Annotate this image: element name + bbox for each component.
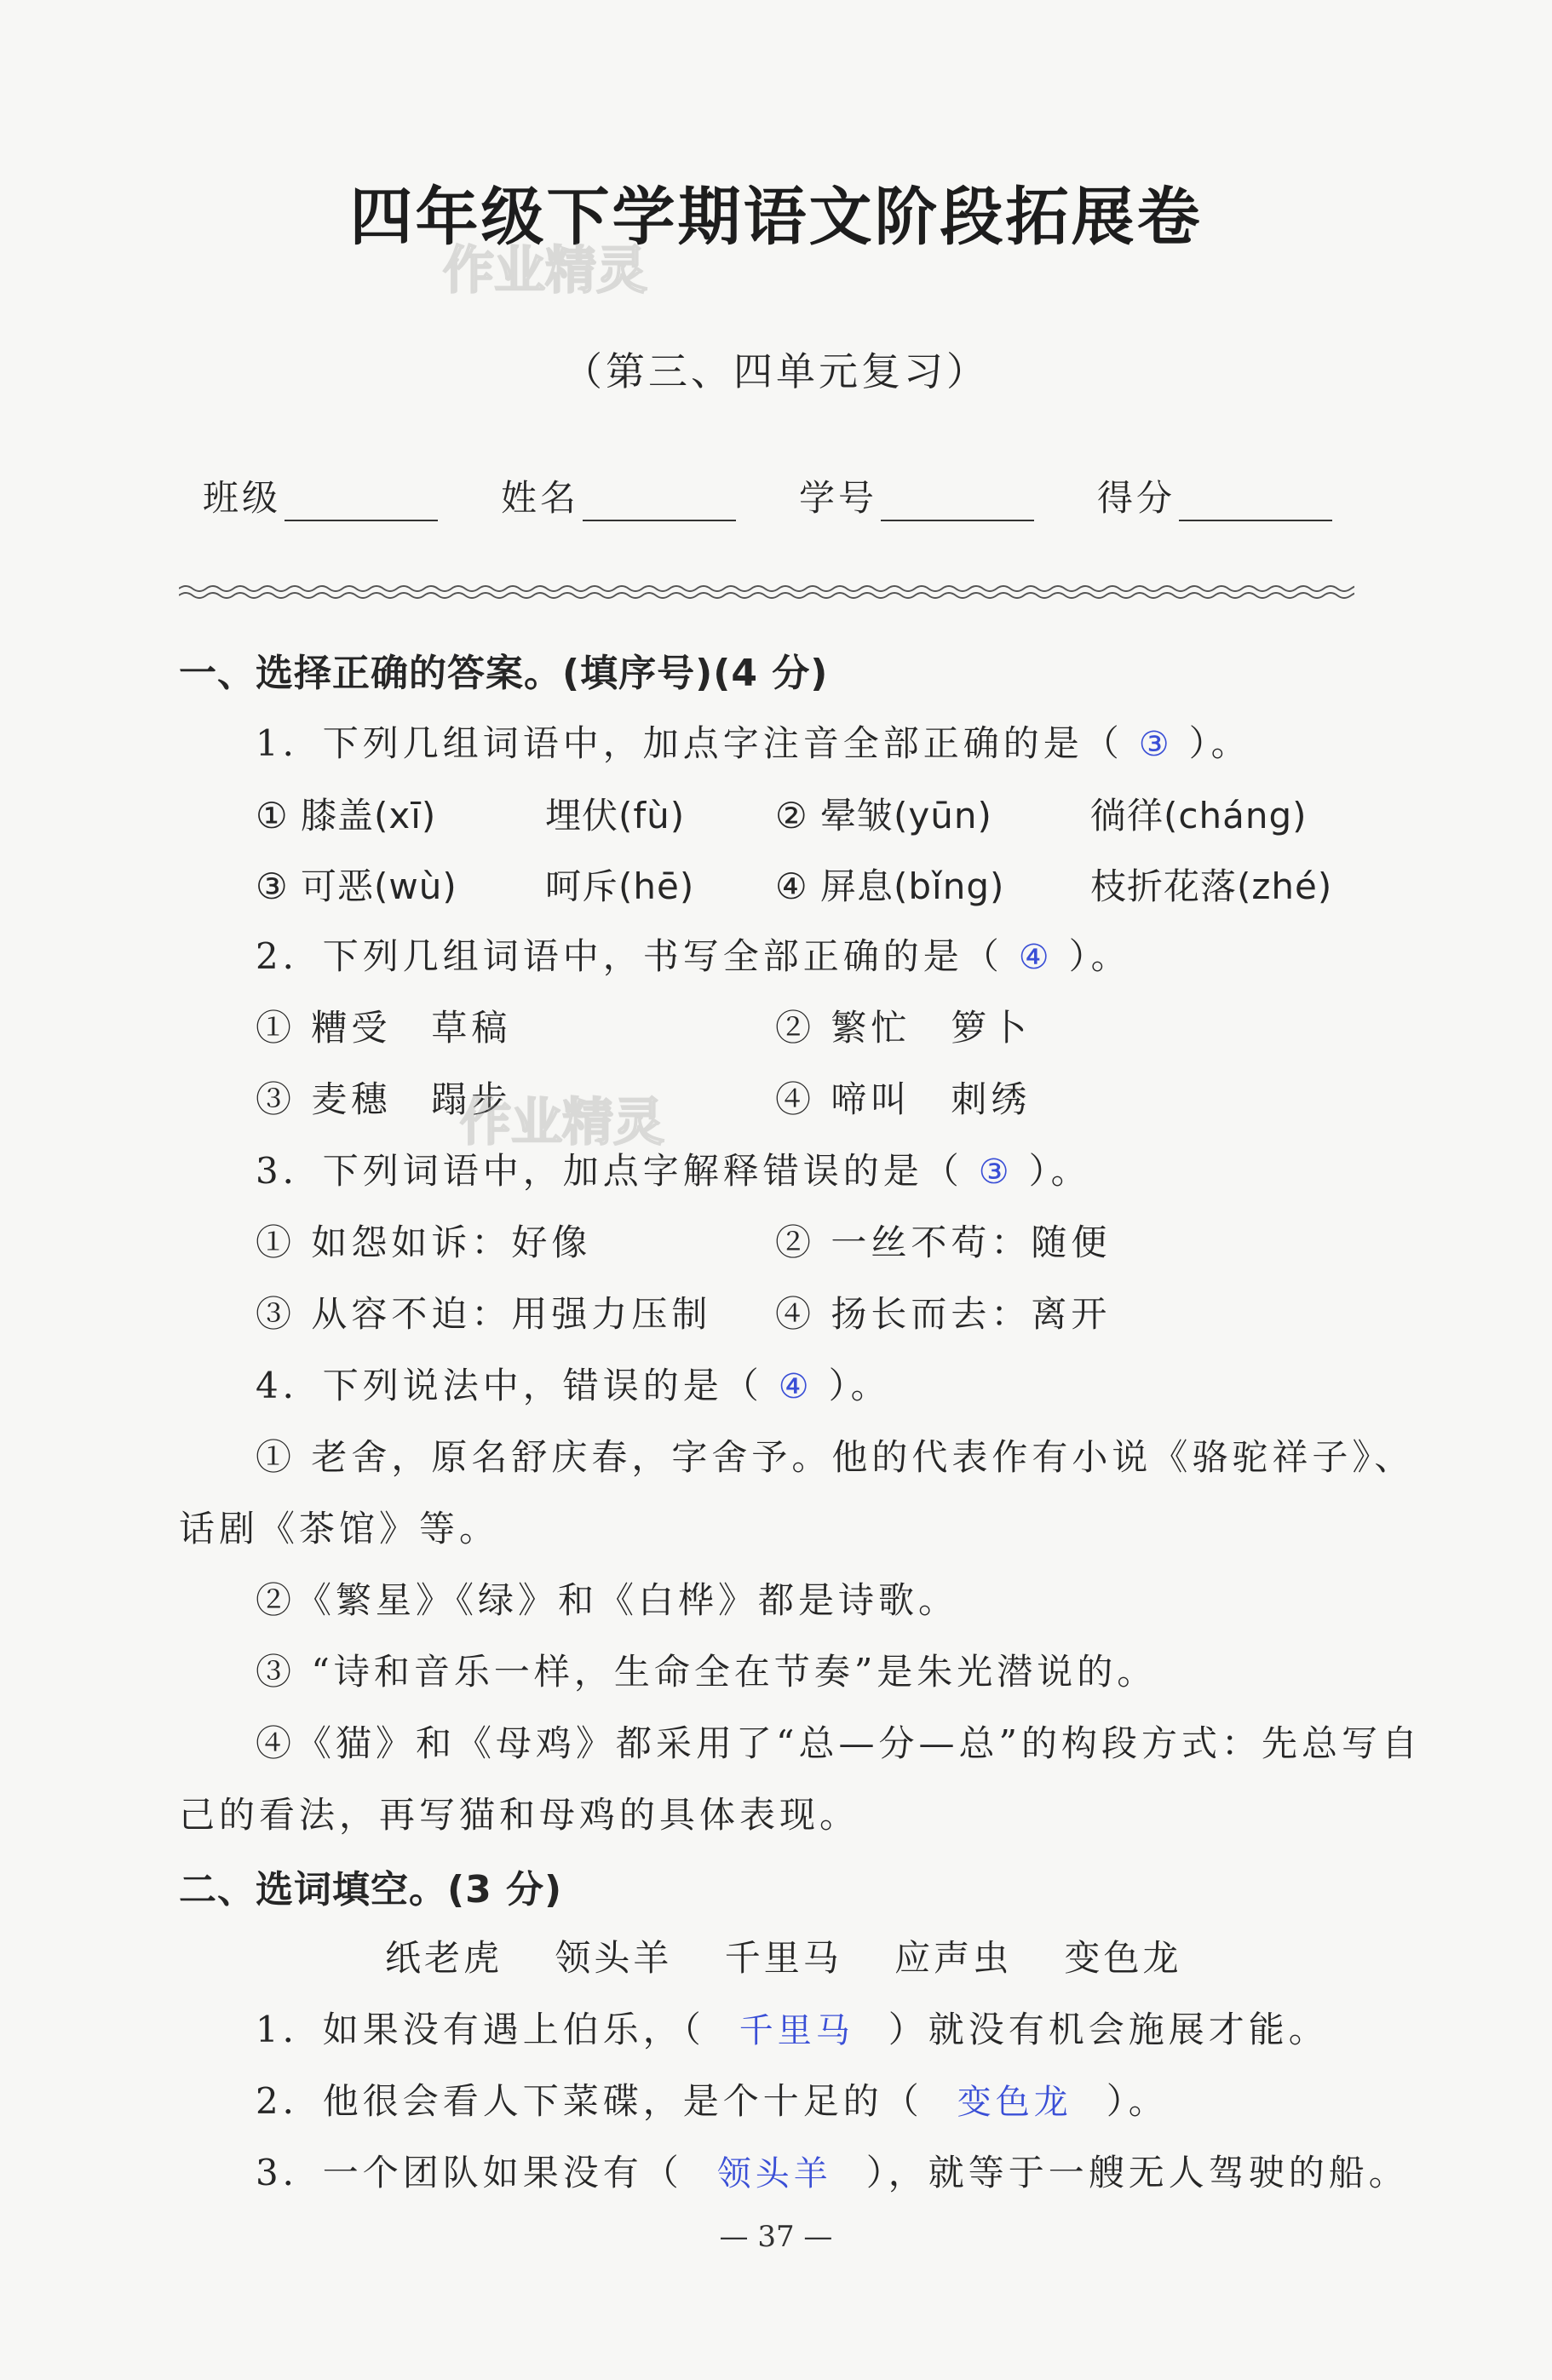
page-number: — 37 — (719, 2220, 833, 2254)
student-id-blank[interactable] (881, 486, 1034, 521)
q3-option-2: ② 一丝不苟：随便 (775, 1222, 1112, 1263)
q4-answer: ④ (778, 1367, 813, 1406)
q1-option-2b: 徜徉(cháng) (1090, 795, 1308, 836)
q1-option-2a: ② 晕皱(yūn) (775, 795, 992, 836)
q4-option-2: ②《繁星》《绿》和《白桦》都是诗歌。 (256, 1579, 959, 1621)
watermark-2: 作业精灵 (460, 1093, 664, 1153)
q1-option-4a: ④ 屏息(bǐng) (775, 865, 1005, 907)
score-blank[interactable] (1179, 486, 1332, 521)
q2-option-3: ③ 麦穗 蹋步 (256, 1078, 512, 1120)
q2-option-4: ④ 啼叫 刺绣 (775, 1078, 1032, 1120)
word-bank-item: 千里马 (724, 1937, 842, 1979)
q4-stem: 4．下列说法中，错误的是（ ④ ）。 (256, 1365, 891, 1406)
name-field: 姓名 (501, 470, 736, 521)
word-bank-item: 应声虫 (894, 1937, 1013, 1979)
q3-answer: ③ (978, 1153, 1014, 1192)
q4-option-1-line2: 话剧《茶馆》等。 (179, 1508, 500, 1549)
q1-option-1b: 埋伏(fù) (545, 795, 686, 836)
q3-option-1: ① 如怨如诉：好像 (256, 1222, 592, 1263)
class-blank[interactable] (285, 486, 438, 521)
word-bank-item: 变色龙 (1064, 1937, 1182, 1979)
fill-q3-answer: 领头羊 (716, 2154, 832, 2193)
fill-q1-answer: 千里马 (739, 2011, 854, 2050)
fill-q3: 3．一个团队如果没有（ 领头羊 ），就等于一艘无人驾驶的船。 (256, 2152, 1409, 2193)
page-title: 四年级下学期语文阶段拓展卷 (349, 181, 1203, 254)
q3-stem: 3．下列词语中，加点字解释错误的是（ ③ ）。 (256, 1150, 1091, 1192)
q4-option-4-line2: 己的看法，再写猫和母鸡的具体表现。 (179, 1794, 860, 1836)
q2-answer: ④ (1018, 938, 1054, 977)
class-field: 班级 (203, 470, 438, 521)
wave-divider (179, 583, 1354, 601)
q1-stem: 1．下列几组词语中，加点字注音全部正确的是（ ③ ）。 (256, 722, 1251, 764)
page-subtitle: （第三、四单元复习） (563, 348, 989, 394)
word-bank-item: 纸老虎 (385, 1937, 503, 1979)
word-bank-item: 领头羊 (555, 1937, 673, 1979)
q1-option-4b: 枝折花落(zhé) (1090, 865, 1333, 907)
student-id-field: 学号 (799, 470, 1034, 521)
fill-q2-answer: 变色龙 (957, 2083, 1072, 2122)
fill-q1: 1．如果没有遇上伯乐，（ 千里马 ）就没有机会施展才能。 (256, 2009, 1329, 2050)
section2-heading: 二、选词填空。(3 分) (179, 1868, 563, 1911)
q1-option-3a: ③ 可恶(wù) (256, 865, 457, 907)
watermark: 作业精灵 (443, 241, 647, 301)
fill-q2: 2．他很会看人下菜碟，是个十足的（ 变色龙 ）。 (256, 2080, 1169, 2122)
q4-option-4-line1: ④《猫》和《母鸡》都采用了“总—分—总”的构段方式：先总写自 (256, 1722, 1422, 1764)
q4-option-1-line1: ① 老舍，原名舒庆春，字舍予。他的代表作有小说《骆驼祥子》、 (256, 1436, 1415, 1478)
q1-option-3b: 呵斥(hē) (545, 865, 695, 907)
q3-option-4: ④ 扬长而去：离开 (775, 1293, 1112, 1335)
word-bank (366, 1930, 1201, 1981)
q4-option-3: ③ “诗和音乐一样，生命全在节奏”是朱光潜说的。 (256, 1651, 1158, 1693)
q2-option-1: ① 糟受 草稿 (256, 1007, 512, 1049)
q1-option-1a: ① 膝盖(xī) (256, 795, 437, 836)
section1-heading: 一、选择正确的答案。(填序号)(4 分) (179, 652, 829, 695)
score-field: 得分 (1097, 470, 1332, 521)
q2-option-2: ② 繁忙 箩卜 (775, 1007, 1032, 1049)
q3-option-3: ③ 从容不迫：用强力压制 (256, 1293, 712, 1335)
name-blank[interactable] (583, 486, 736, 521)
q2-stem: 2．下列几组词语中，书写全部正确的是（ ④ ）。 (256, 935, 1131, 977)
q1-answer: ③ (1138, 725, 1174, 764)
